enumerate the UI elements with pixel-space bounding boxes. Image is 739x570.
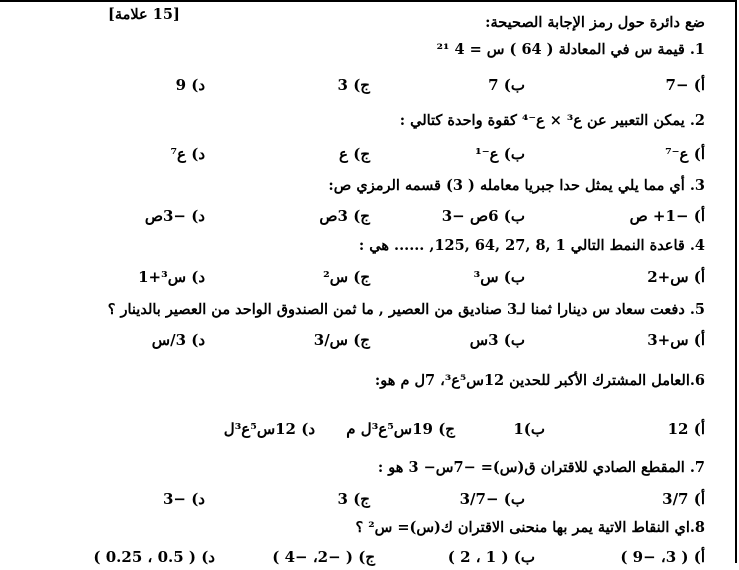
question-5-text: 5. دفعت سعاد س دينارا ثمنا لـ3 صناديق من العصير , ما ثمن الصندوق الواحد من العصير بالدينار ؟ [107,301,705,318]
q1-option-c[interactable]: ج) 3 [337,76,370,94]
q8-option-c[interactable]: ج) ( −2، −4 ) [272,548,375,566]
q3-option-b[interactable]: ب) 6ص −3 [441,207,525,225]
q8-option-d[interactable]: د) ( 0.5 ، 0.25 ) [93,548,215,566]
question-6-text: 6.العامل المشترك الأكبر للحدين 12س⁵ع³، 7ل م هو: [374,372,705,389]
q4-option-a[interactable]: أ) س+2 [647,268,705,286]
q2-option-a[interactable]: أ) ع⁻⁷ [665,145,705,163]
question-7-text: 7. المقطع الصادي للاقتران ق(س)= −7س− 3 هو : [377,459,705,476]
q2-option-d[interactable]: د) ع⁷ [170,145,205,163]
question-1-text: 1. قيمة س في المعادلة ( 64 ) س = 4 ²¹ [436,41,705,58]
q4-option-d[interactable]: د) س³+1 [138,268,205,286]
question-2-options [20,141,705,167]
q2-option-c[interactable]: ج) ع [339,145,370,163]
marks-label: [15 علامة] [108,6,180,23]
question-1-options [20,72,705,98]
question-8-text: 8.اي النقاط الاتية يمر بها منحنى الاقتران ك(س)= س² ؟ [355,519,705,536]
q3-option-a[interactable]: أ) −1+ ص [629,207,705,225]
q1-option-b[interactable]: ب) 7 [488,76,525,94]
q8-option-a[interactable]: أ) ( 3، −9 ) [620,548,705,566]
q3-option-d[interactable]: د) −3ص [144,207,205,225]
question-2-text: 2. يمكن التعبير عن ع³ × ع⁻⁴ كقوة واحدة كتالي : [399,112,705,129]
q4-option-c[interactable]: ج) س² [323,268,370,286]
q7-option-c[interactable]: ج) 3 [337,490,370,508]
question-4-options [20,264,705,290]
q6-option-b[interactable]: ب)1 [513,420,545,438]
q1-option-d[interactable]: د) 9 [175,76,205,94]
q7-option-d[interactable]: د) −3 [162,490,205,508]
question-4-text: 4. قاعدة النمط التالي 1 ,8 ,27 ,64 ,125, ...... هي : [358,237,705,254]
q3-option-c[interactable]: ج) 3ص [319,207,370,225]
q5-option-b[interactable]: ب) 3س [469,331,525,349]
q6-option-d[interactable]: د) 12س⁵ع³ل [223,420,315,438]
q7-option-b[interactable]: ب) −3/7 [459,490,525,508]
q1-option-a[interactable]: أ) −7 [665,76,705,94]
question-7-options [20,486,705,512]
q4-option-b[interactable]: ب) س³ [473,268,525,286]
q7-option-a[interactable]: أ) 3/7 [662,490,705,508]
question-6-options [20,416,705,442]
q6-option-a[interactable]: أ) 12 [667,420,705,438]
q2-option-b[interactable]: ب) ع⁻¹ [475,145,525,163]
q6-option-c[interactable]: ج) 19س⁵ع³ل م [346,420,455,438]
instruction-text: ضع دائرة حول رمز الإجابة الصحيحة: [485,14,705,31]
q5-option-a[interactable]: أ) س+3 [647,331,705,349]
question-3-options [20,203,705,229]
question-8-options [20,544,705,570]
q8-option-b[interactable]: ب) ( 1 ، 2 ) [447,548,535,566]
q5-option-d[interactable]: د) 3/س [151,331,205,349]
question-5-options [20,327,705,353]
question-3-text: 3. أي مما يلي يمثل حدا جبريا معامله ( 3) قسمه الرمزي ص: [328,177,705,194]
q5-option-c[interactable]: ج) س/3 [313,331,370,349]
